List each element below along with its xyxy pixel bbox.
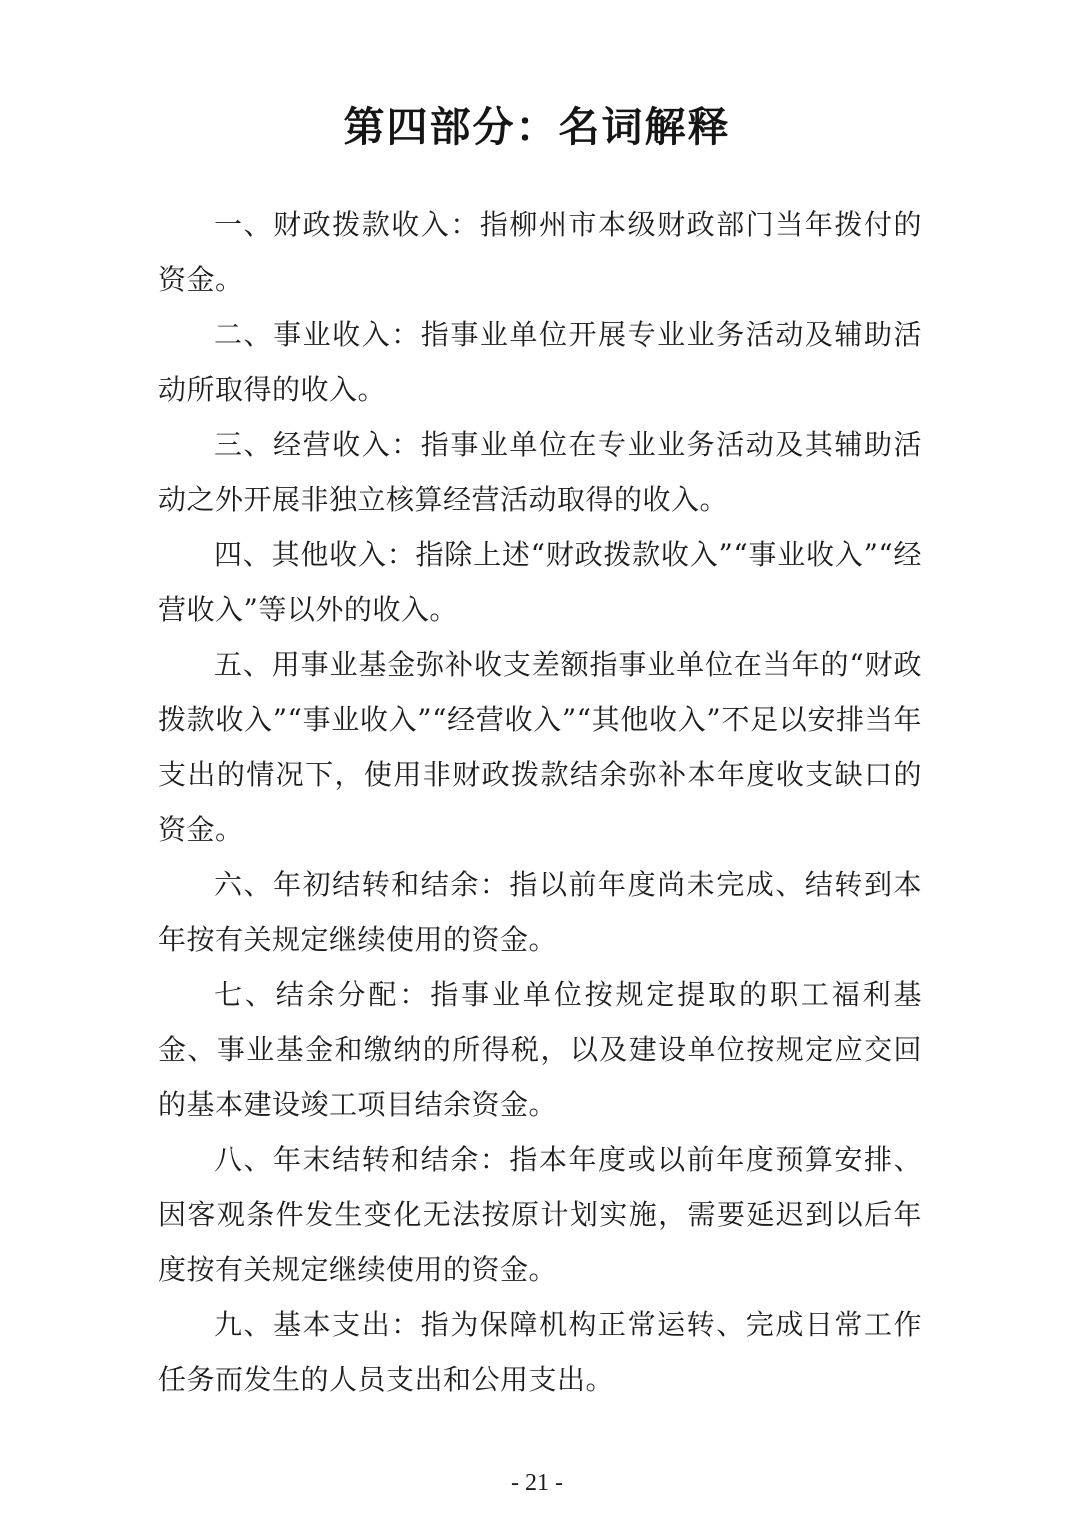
paragraph-term-5: 五、用事业基金弥补收支差额指事业单位在当年的“财政拨款收入”“事业收入”“经营收入”“其他收入”不足以安排当年支出的情况下，使用非财政拨款结余弥补本年度收支缺口的资金。 (158, 648, 922, 846)
page-title: 第四部分：名词解释 (343, 103, 731, 151)
page-number: - 21 - (511, 1470, 563, 1496)
paragraph-term-4: 四、其他收入：指除上述“财政拨款收入”“事业收入”“经营收入”等以外的收入。 (158, 538, 922, 626)
paragraph-term-8: 八、年末结转和结余：指本年度或以前年度预算安排、因客观条件发生变化无法按原计划实施，需要延迟到以后年度按有关规定继续使用的资金。 (158, 1143, 922, 1286)
paragraph-term-2: 二、事业收入：指事业单位开展专业业务活动及辅助活动所取得的收入。 (158, 318, 922, 406)
paragraph-term-6: 六、年初结转和结余：指以前年度尚未完成、结转到本年按有关规定继续使用的资金。 (158, 868, 922, 956)
paragraph-term-1: 一、财政拨款收入：指柳州市本级财政部门当年拨付的资金。 (158, 208, 922, 296)
paragraph-term-7: 七、结余分配：指事业单位按规定提取的职工福利基金、事业基金和缴纳的所得税，以及建设单位按规定应交回的基本建设竣工项目结余资金。 (158, 978, 922, 1121)
paragraph-term-9: 九、基本支出：指为保障机构正常运转、完成日常工作任务而发生的人员支出和公用支出。 (158, 1308, 922, 1396)
document-body (0, 197, 1074, 1407)
paragraph-term-3: 三、经营收入：指事业单位在专业业务活动及其辅助活动之外开展非独立核算经营活动取得的收入。 (158, 428, 922, 516)
